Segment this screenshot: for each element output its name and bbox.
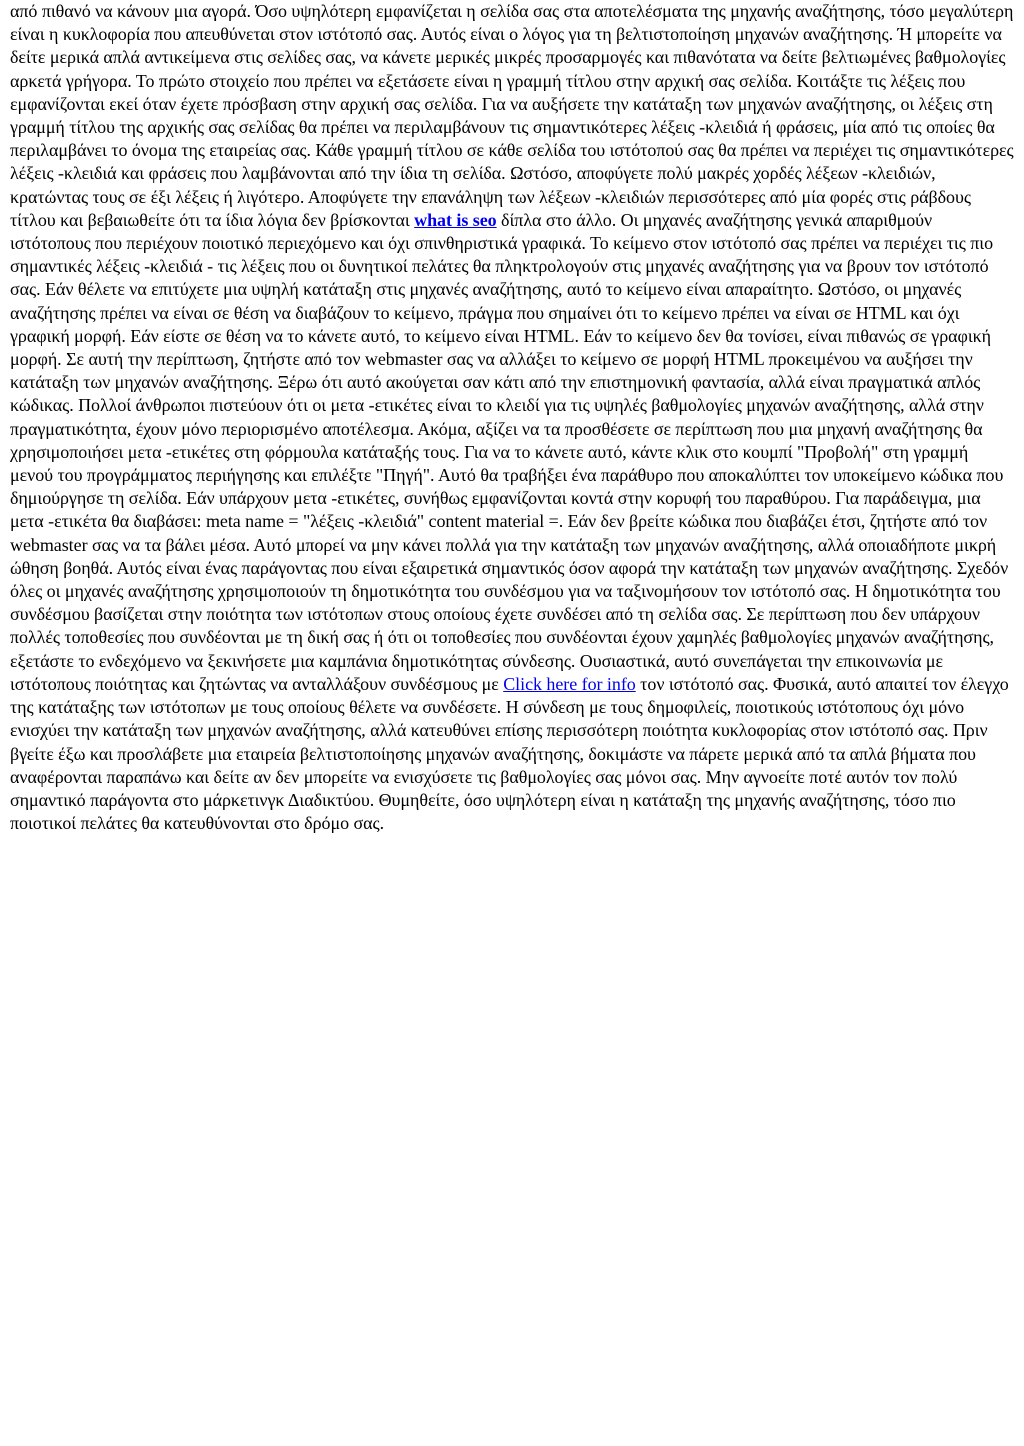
click-here-for-info-link[interactable]: Click here for info [503,673,636,694]
what-is-seo-link[interactable]: what is seo [414,209,497,230]
article-body [10,0,1014,835]
article-text-part-3: τον ιστότοπό σας. Φυσικά, αυτό απαιτεί τον έλεγχο της κατάταξης των ιστότοπων με τους οποίους θέλετε να συνδέσετε. Η σύνδεση με τους δημοφιλείς, ποιοτικούς ιστότοπους όχι μόνο ενισχύει την κατάταξη των μηχανών αναζήτησης, αλλά κατευθύνει επίσης περισσότερη ποιότητα κυκλοφορίας στον ιστότοπό σας. Πριν βγείτε έξω και προσλάβετε μια εταιρεία βελτιστοποίησης μηχανών αναζήτησης, δοκιμάστε να πάρετε μερικά από τα απλά βήματα που αναφέρονται παραπάνω και δείτε αν δεν μπορείτε να ενισχύσετε τις βαθμολογίες σας μόνοι σας. Μην αγνοείτε ποτέ αυτόν τον πολύ σημαντικό παράγοντα στο μάρκετινγκ Διαδικτύου. Θυμηθείτε, όσο υψηλότερη είναι η κατάταξη της μηχανής αναζήτησης, τόσο πιο ποιοτικοί πελάτες θα κατευθύνονται στο δρόμο σας. [10,673,1009,834]
article-text-part-1: από πιθανό να κάνουν μια αγορά. Όσο υψηλότερη εμφανίζεται η σελίδα σας στα αποτελέσματα της μηχανής αναζήτησης, τόσο μεγαλύτερη είναι η κυκλοφορία που απευθύνεται στον ιστότοπό σας. Αυτός είναι ο λόγος για τη βελτιστοποίηση μηχανών αναζήτησης. Ή μπορείτε να δείτε μερικά απλά αντικείμενα στις σελίδες σας, να κάνετε μερικές μικρές προσαρμογές και πιθανότατα να δείτε βελτιωμένες βαθμολογίες αρκετά γρήγορα. Το πρώτο στοιχείο που πρέπει να εξετάσετε είναι η γραμμή τίτλου στην αρχική σας σελίδα. Κοιτάξτε τις λέξεις που εμφανίζονται εκεί όταν έχετε πρόσβαση στην αρχική σας σελίδα. Για να αυξήσετε την κατάταξη των μηχανών αναζήτησης, οι λέξεις στη γραμμή τίτλου της αρχικής σας σελίδας θα πρέπει να περιλαμβάνουν τις σημαντικότερες λέξεις -κλειδιά ή φράσεις, μία από τις οποίες θα περιλαμβάνει το όνομα της εταιρείας σας. Κάθε γραμμή τίτλου σε κάθε σελίδα του ιστότοπού σας θα πρέπει να περιέχει τις σημαντικότερες λέξεις -κλειδιά και φράσεις που λαμβάνονται από την ίδια τη σελίδα. Ωστόσο, αποφύγετε πολύ μακρές χορδές λέξεων -κλειδιών, κρατώντας τους σε έξι λέξεις ή λιγότερο. Αποφύγετε την επανάληψη των λέξεων -κλειδιών περισσότερες από μία φορές στις ράβδους τίτλου και βεβαιωθείτε ότι τα ίδια λόγια δεν βρίσκονται [10,1,1014,230]
article-text-part-2: δίπλα στο άλλο. Οι μηχανές αναζήτησης γενικά απαριθμούν ιστότοπους που περιέχουν ποιοτικό περιεχόμενο και όχι σπινθηριστικά γραφικά. Το κείμενο στον ιστότοπό σας πρέπει να περιέχει τις πιο σημαντικές λέξεις -κλειδιά - τις λέξεις που οι δυνητικοί πελάτες θα πληκτρολογούν στις μηχανές αναζήτησης για να βρουν τον ιστότοπό σας. Εάν θέλετε να επιτύχετε μια υψηλή κατάταξη στις μηχανές αναζήτησης, αυτό το κείμενο είναι απαραίτητο. Ωστόσο, οι μηχανές αναζήτησης πρέπει να είναι σε θέση να διαβάζουν το κείμενο, πράγμα που σημαίνει ότι το κείμενο πρέπει να είναι σε HTML και όχι γραφική μορφή. Εάν είστε σε θέση να το κάνετε αυτό, το κείμενο είναι HTML. Εάν το κείμενο δεν θα τονίσει, είναι πιθανώς σε γραφική μορφή. Σε αυτή την περίπτωση, ζητήστε από τον webmaster σας να αλλάξει το κείμενο σε μορφή HTML προκειμένου να αυξήσει την κατάταξη των μηχανών αναζήτησης. Ξέρω ότι αυτό ακούγεται σαν κάτι από την επιστημονική φαντασία, αλλά είναι πραγματικά απλός κώδικας. Πολλοί άνθρωποι πιστεύουν ότι οι μετα -ετικέτες είναι το κλειδί για τις υψηλές βαθμολογίες μηχανών αναζήτησης, αλλά στην πραγματικότητα, έχουν μόνο περιορισμένο αποτέλεσμα. Ακόμα, αξίζει να τα προσθέσετε σε περίπτωση που μια μηχανή αναζήτησης θα χρησιμοποιήσει μετα -ετικέτες στη φόρμουλα κατάταξής τους. Για να το κάνετε αυτό, κάντε κλικ στο κουμπί "Προβολή" στη γραμμή μενού του προγράμματος περιήγησης και επιλέξτε "Πηγή". Αυτό θα τραβήξει ένα παράθυρο που αποκαλύπτει τον υποκείμενο κώδικα που δημιούργησε τη σελίδα. Εάν υπάρχουν μετα -ετικέτες, συνήθως εμφανίζονται κοντά στην κορυφή του παραθύρου. Για παράδειγμα, μια μετα -ετικέτα θα διαβάσει: meta name = "λέξεις -κλειδιά" content material =. Εάν δεν βρείτε κώδικα που διαβάζει έτσι, ζητήστε από τον webmaster σας να τα βάλει μέσα. Αυτό μπορεί να μην κάνει πολλά για την κατάταξη των μηχανών αναζήτησης, αλλά οποιαδήποτε μικρή ώθηση βοηθά. Αυτός είναι ένας παράγοντας που είναι εξαιρετικά σημαντικός όσον αφορά την κατάταξη των μηχανών αναζήτησης. Σχεδόν όλες οι μηχανές αναζήτησης χρησιμοποιούν τη δημοτικότητα του συνδέσμου για να ταξινομήσουν τον ιστότοπό σας. Η δημοτικότητα του συνδέσμου βασίζεται στην ποιότητα των ιστότοπων στους οποίους έχετε συνδέσει από τη σελίδα σας. Σε περίπτωση που δεν υπάρχουν πολλές τοποθεσίες που συνδέονται με τη δική σας ή ότι οι τοποθεσίες που συνδέονται έχουν χαμηλές βαθμολογίες μηχανών αναζήτησης, εξετάστε το ενδεχόμενο να ξεκινήσετε μια καμπάνια δημοτικότητας σύνδεσης. Ουσιαστικά, αυτό συνεπάγεται την επικοινωνία με ιστότοπους ποιότητας και ζητώντας να ανταλλάξουν συνδέσμους με [10,209,1009,694]
